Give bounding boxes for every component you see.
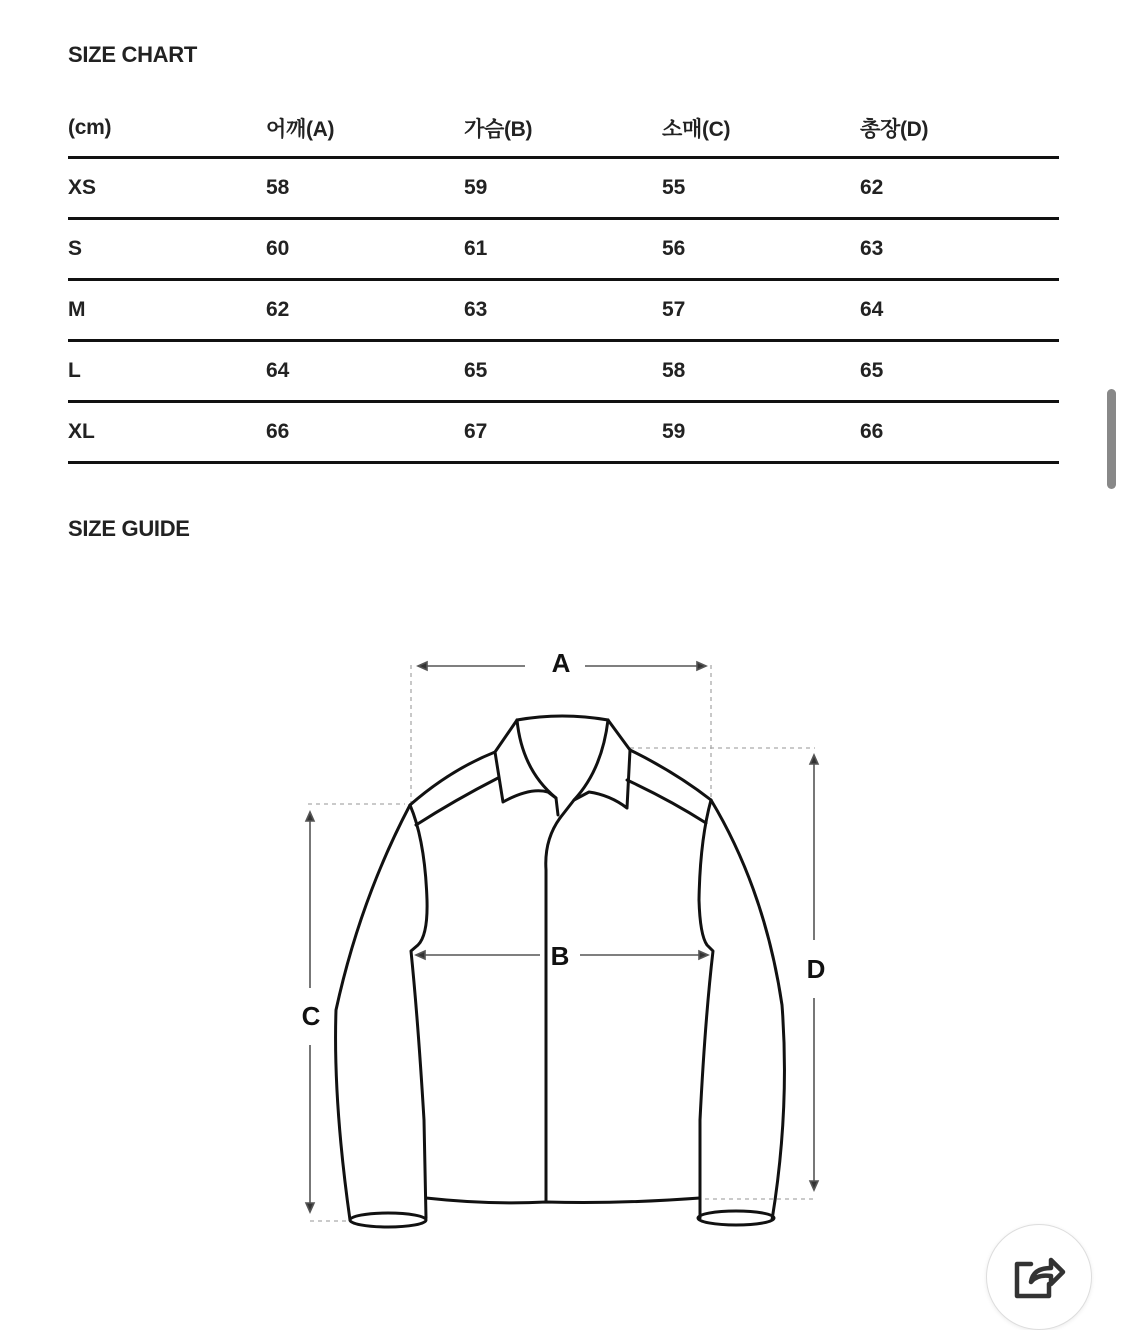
column-header-chest: 가슴(B) <box>464 100 662 158</box>
table-row <box>68 402 1059 463</box>
shoulder-cell: 62 <box>266 280 464 341</box>
label-b: B <box>550 941 570 971</box>
chest-cell: 61 <box>464 219 662 280</box>
size-guide-title: SIZE GUIDE <box>68 516 190 541</box>
share-icon <box>1011 1252 1067 1302</box>
chest-cell: 65 <box>464 341 662 402</box>
share-button[interactable] <box>986 1224 1092 1330</box>
shoulder-cell: 60 <box>266 219 464 280</box>
column-header-length: 총장(D) <box>860 100 1059 158</box>
table-row <box>68 280 1059 341</box>
shoulder-cell: 66 <box>266 402 464 463</box>
length-cell: 65 <box>860 341 1059 402</box>
size-cell: XS <box>68 158 266 219</box>
shoulder-cell: 64 <box>266 341 464 402</box>
chest-cell: 63 <box>464 280 662 341</box>
chest-cell: 67 <box>464 402 662 463</box>
sleeve-cell: 56 <box>662 219 860 280</box>
size-cell: S <box>68 219 266 280</box>
table-header-row <box>68 100 1059 158</box>
length-cell: 63 <box>860 219 1059 280</box>
label-c: C <box>301 1001 321 1031</box>
sleeve-cell: 57 <box>662 280 860 341</box>
length-cell: 62 <box>860 158 1059 219</box>
column-header-shoulder: 어깨(A) <box>266 100 464 158</box>
chest-cell: 59 <box>464 158 662 219</box>
sleeve-cell: 59 <box>662 402 860 463</box>
size-chart-table <box>68 100 1059 464</box>
table-row <box>68 219 1059 280</box>
sleeve-cell: 55 <box>662 158 860 219</box>
table-row <box>68 158 1059 219</box>
column-header-unit: (cm) <box>68 100 266 158</box>
size-cell: XL <box>68 402 266 463</box>
jacket-measurement-diagram <box>290 640 970 1280</box>
shoulder-cell: 58 <box>266 158 464 219</box>
column-header-sleeve: 소매(C) <box>662 100 860 158</box>
vertical-scrollbar[interactable] <box>1107 389 1116 489</box>
size-cell: M <box>68 280 266 341</box>
table-row <box>68 341 1059 402</box>
sleeve-cell: 58 <box>662 341 860 402</box>
size-chart-title: SIZE CHART <box>68 42 198 67</box>
label-d: D <box>806 954 826 984</box>
label-a: A <box>551 648 571 678</box>
size-cell: L <box>68 341 266 402</box>
length-cell: 66 <box>860 402 1059 463</box>
length-cell: 64 <box>860 280 1059 341</box>
